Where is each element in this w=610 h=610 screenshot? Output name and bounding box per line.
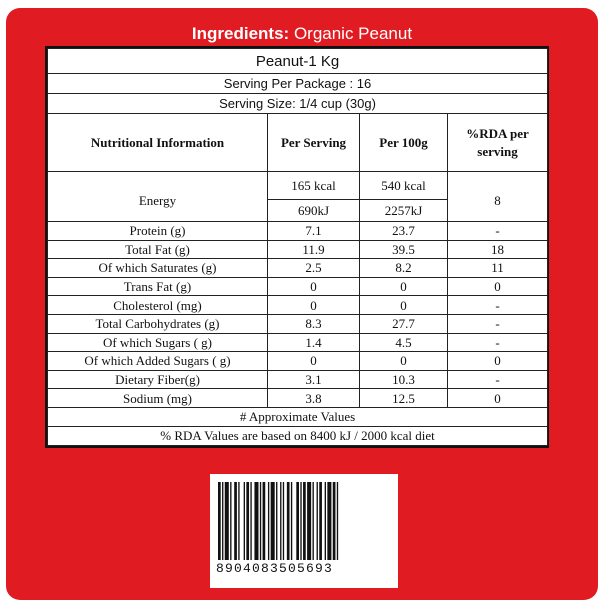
footnote-approximate: # Approximate Values (48, 407, 548, 426)
footnote-rda-basis: % RDA Values are based on 8400 kJ / 2000 kcal diet (48, 426, 548, 445)
nutrient-rda: - (448, 333, 548, 352)
nutrient-rda: - (448, 296, 548, 315)
barcode-bar (333, 482, 336, 560)
nutrient-per-100g: 4.5 (360, 333, 448, 352)
barcode-bar (325, 482, 326, 560)
barcode-bar (307, 482, 311, 560)
nutrient-rda: - (448, 314, 548, 333)
barcode-bar (234, 482, 237, 560)
barcode-bar (268, 482, 269, 560)
nutrient-per-serving: 11.9 (268, 240, 360, 259)
nutrient-rda: 18 (448, 240, 548, 259)
barcode-bar (222, 482, 223, 560)
nutrient-per-serving: 3.8 (268, 389, 360, 408)
barcode-bar (230, 482, 231, 560)
nutrient-per-serving: 2.5 (268, 259, 360, 278)
barcode-bar (244, 482, 245, 560)
nutrient-rda: 0 (448, 389, 548, 408)
nutrient-rda: - (448, 370, 548, 389)
nutrient-name: Trans Fat (g) (48, 277, 268, 296)
nutrient-rda: 0 (448, 277, 548, 296)
energy-kcal-per-serving: 165 kcal (268, 172, 360, 200)
ingredients-line (6, 24, 598, 44)
barcode-digits: 8904083505693 (216, 561, 334, 576)
nutrient-per-serving: 0 (268, 296, 360, 315)
barcode (210, 474, 398, 588)
nutrient-rda: 0 (448, 352, 548, 371)
nutrient-per-serving: 0 (268, 352, 360, 371)
nutrient-name: Of which Saturates (g) (48, 259, 268, 278)
nutrient-per-100g: 10.3 (360, 370, 448, 389)
barcode-bar (254, 482, 258, 560)
nutrient-per-serving: 0 (268, 277, 360, 296)
barcode-bar (271, 482, 275, 560)
nutrient-rda: 11 (448, 259, 548, 278)
barcode-bar (287, 482, 290, 560)
serving-per-package: Serving Per Package : 16 (48, 74, 548, 94)
energy-kcal-per-100g: 540 kcal (360, 172, 448, 200)
nutrient-row (48, 333, 548, 352)
nutrient-row (48, 259, 548, 278)
nutrient-name: Total Carbohydrates (g) (48, 314, 268, 333)
barcode-bars (216, 482, 392, 562)
serving-size: Serving Size: 1/4 cup (30g) (48, 94, 548, 114)
nutrient-name: Cholesterol (mg) (48, 296, 268, 315)
nutrient-per-100g: 27.7 (360, 314, 448, 333)
nutrient-name: Total Fat (g) (48, 240, 268, 259)
nutrient-per-serving: 1.4 (268, 333, 360, 352)
ingredients-key: Ingredients: (191, 24, 290, 43)
barcode-bar (276, 482, 277, 560)
barcode-bar (319, 482, 322, 560)
nutrient-per-100g: 0 (360, 296, 448, 315)
nutrient-per-serving: 3.1 (268, 370, 360, 389)
nutrient-per-100g: 23.7 (360, 222, 448, 241)
header-per-100g: Per 100g (360, 114, 448, 172)
nutrient-rda: - (448, 222, 548, 241)
nutrient-name: Dietary Fiber(g) (48, 370, 268, 389)
barcode-bar (218, 482, 221, 560)
nutrition-panel (45, 46, 549, 448)
nutrient-row (48, 277, 548, 296)
energy-rda: 8 (448, 172, 548, 222)
barcode-bar (296, 482, 299, 560)
energy-kj-per-serving: 690kJ (268, 200, 360, 222)
barcode-bar (260, 482, 261, 560)
barcode-bar (225, 482, 229, 560)
barcode-bar (303, 482, 306, 560)
header-rda: %RDA per serving (448, 114, 548, 172)
nutrient-row (48, 222, 548, 241)
energy-label: Energy (48, 172, 268, 222)
barcode-bar (246, 482, 249, 560)
nutrient-per-serving: 7.1 (268, 222, 360, 241)
barcode-bar (300, 482, 301, 560)
nutrient-per-100g: 0 (360, 277, 448, 296)
ingredients-value: Organic Peanut (293, 24, 413, 43)
nutrient-name: Of which Sugars ( g) (48, 333, 268, 352)
header-nutritional-information: Nutritional Information (48, 114, 268, 172)
barcode-bar (250, 482, 251, 560)
nutrition-table (47, 48, 548, 446)
product-name: Peanut-1 Kg (48, 49, 548, 74)
barcode-bar (313, 482, 314, 560)
barcode-bar (280, 482, 281, 560)
nutrient-name: Of which Added Sugars ( g) (48, 352, 268, 371)
nutrient-row (48, 389, 548, 408)
barcode-bar (327, 482, 331, 560)
barcode-bar (317, 482, 318, 560)
header-per-serving: Per Serving (268, 114, 360, 172)
barcode-bar (238, 482, 239, 560)
nutrient-name: Sodium (mg) (48, 389, 268, 408)
nutrient-per-serving: 8.3 (268, 314, 360, 333)
nutrient-per-100g: 12.5 (360, 389, 448, 408)
nutrient-row (48, 314, 548, 333)
nutrient-row (48, 370, 548, 389)
energy-kj-per-100g: 2257kJ (360, 200, 448, 222)
nutrient-name: Protein (g) (48, 222, 268, 241)
barcode-bar (283, 482, 284, 560)
barcode-bar (291, 482, 292, 560)
nutrient-row (48, 352, 548, 371)
nutrient-row (48, 296, 548, 315)
barcode-bar (337, 482, 338, 560)
nutrient-per-100g: 8.2 (360, 259, 448, 278)
barcode-bar (263, 482, 266, 560)
nutrient-row (48, 240, 548, 259)
nutrient-per-100g: 0 (360, 352, 448, 371)
nutrient-per-100g: 39.5 (360, 240, 448, 259)
